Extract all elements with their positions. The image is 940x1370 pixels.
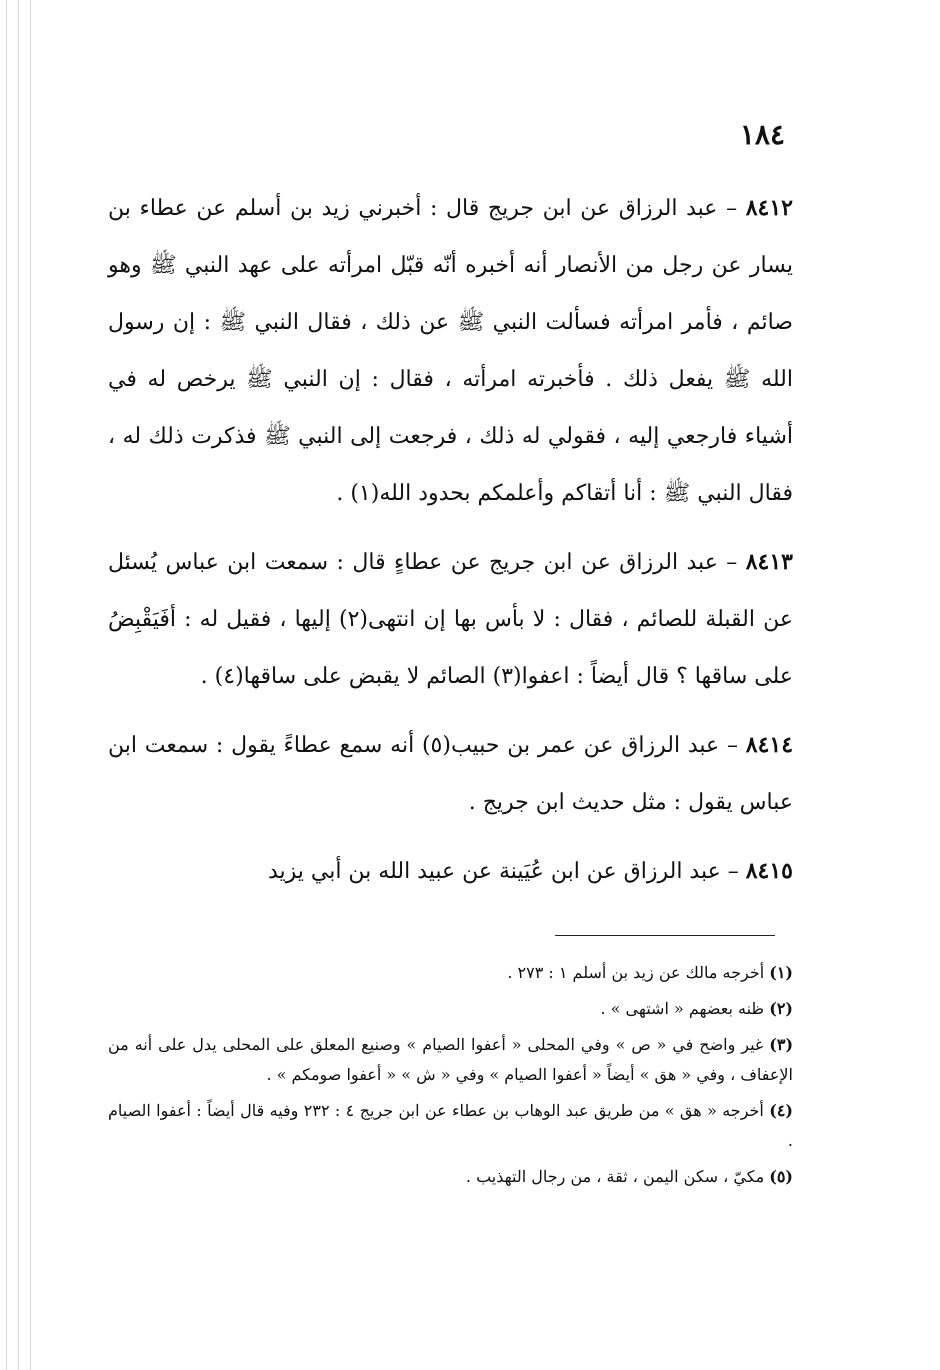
footnote-text: ظنه بعضهم « اشتهى » . [600, 999, 765, 1018]
hadith-number: ٨٤١٤ [745, 732, 794, 758]
hadith-entry [108, 717, 793, 831]
scan-edge-line [6, 0, 7, 1370]
hadith-entry [108, 180, 793, 522]
footnote-text: مكيّ ، سكن اليمن ، ثقة ، من رجال التهذيب . [465, 1167, 765, 1186]
hadith-text: – عبد الرزاق عن ابن جريج قال : أخبرني زيد بن أسلم عن عطاء بن يسار عن رجل من الأنصار أنه أخبره أنّه قبّل امرأته على عهد النبي ﷺ وهو صائم ، فأمر امرأته فسألت النبي ﷺ عن ذلك ، فقال النبي ﷺ : إن رسول الله ﷺ يفعل ذلك . فأخبرته امرأته ، فقال : إن النبي ﷺ يرخص له في أشياء فارجعي إليه ، فقولي له ذلك ، فرجعت إلى النبي ﷺ فذكرت ذلك له ، فقال النبي ﷺ : أنا أتقاكم وأعلمكم بحدود الله(١) . [108, 196, 793, 506]
footnote [108, 994, 793, 1024]
footnote [108, 1096, 793, 1156]
page-number: ١٨٤ [739, 118, 785, 151]
footnote-text: أخرجه مالك عن زيد بن أسلم ١ : ٢٧٣ . [507, 963, 765, 982]
hadith-text: – عبد الرزاق عن ابن جريج عن عطاءٍ قال : سمعت ابن عباس يُسئل عن القبلة للصائم ، فقال : لا بأس بها إن انتهى(٢) إليها ، فقيل له : أفَيَقْبِضُ على ساقها ؟ قال أيضاً : اعفوا(٣) الصائم لا يقبض على ساقها(٤) . [108, 550, 793, 689]
hadith-entry [108, 843, 793, 900]
scan-edge-line [18, 0, 19, 1370]
hadith-number: ٨٤١٢ [745, 195, 793, 221]
footnote [108, 958, 793, 988]
hadith-entry [108, 534, 793, 705]
footnote-divider [555, 935, 775, 936]
footnote [108, 1030, 793, 1090]
hadith-number: ٨٤١٣ [745, 549, 793, 575]
footnote-number: (٥) [769, 1167, 793, 1186]
scan-edge-line [30, 0, 31, 1370]
hadith-number: ٨٤١٥ [745, 858, 793, 884]
footnote-number: (٢) [769, 999, 793, 1018]
footnote-number: (٤) [769, 1101, 793, 1120]
footnote-number: (١) [769, 963, 793, 982]
footnote [108, 1162, 793, 1192]
footnote-text: أخرجه « هق » من طريق عبد الوهاب بن عطاء عن ابن جريج ٤ : ٢٣٢ وفيه قال أيضاً : أعفوا الصيام . [108, 1101, 793, 1150]
footnotes [108, 958, 793, 1198]
hadith-text: – عبد الرزاق عن ابن عُيَينة عن عبيد الله بن أبي يزيد [267, 859, 739, 884]
hadith-body [108, 180, 793, 912]
footnote-number: (٣) [769, 1035, 794, 1054]
footnote-text: غير واضح في « ص » وفي المحلى « أعفوا الصيام » وصنيع المعلق على المحلى يدل على أنه من الإعفاف ، وفي « هق » أيضاً « أعفوا الصيام » وفي « ش » « أعفوا صومكم » . [108, 1035, 793, 1084]
hadith-text: – عبد الرزاق عن عمر بن حبيب(٥) أنه سمع عطاءً يقول : سمعت ابن عباس يقول : مثل حديث ابن جريج . [108, 733, 793, 815]
